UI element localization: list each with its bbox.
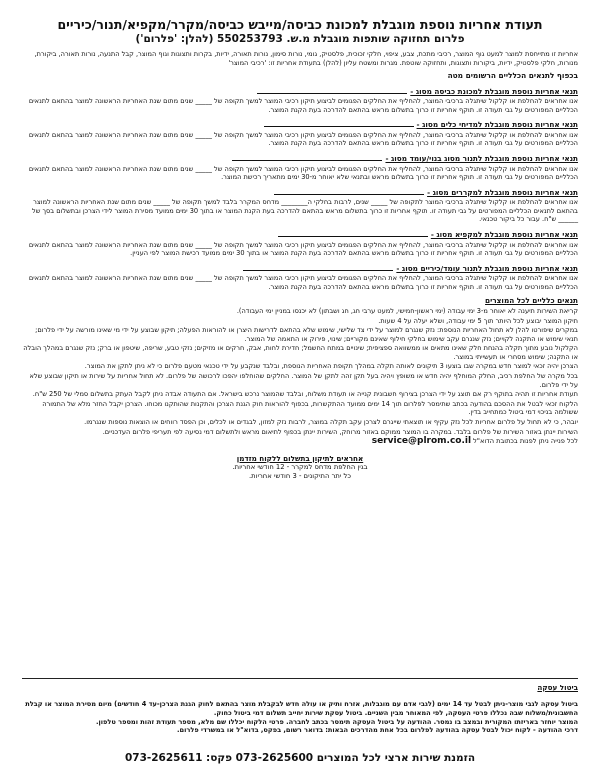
general-terms-title: תנאים כלליים לכל המוצרים — [485, 296, 578, 306]
intro-paragraph: אחריות זו מתייחסת למוצר למעט גוף המוצר, רכיבי מתכת, צבע, ציפוי, חלקי זכוכית, פלסטיק, גומי, נורות סימון, נורות תאורה, ידיות, בקרות ותצוגות וגוף המוצר, קבל התנעה, נורות תאורה, ביקורת, מנורות, חלקי פלסטיק, ידיות, ביקורות ותצוגות, ותחזוקה שוטפת. מגרות ומשטח עליון (להלן) בתעודת אחריות זו: 'רכיבי המוצר' — [34, 50, 578, 67]
products-header: בכפוף לתנאים הכלליים הרשומים מטה — [447, 71, 578, 81]
section-freezer — [22, 229, 578, 258]
general-paragraph: יובהר, כי לא תחול על פלרום אחריות לכל נזק עקיף או תוצאתי שייגרם לצרכן עקב תקלה במוצר, לרבות נזק למזון, לבגדים או לכלים, וכן הפסד רווחים או הוצאות נוספות שנגרמו. — [84, 418, 578, 427]
general-paragraph: תעודת אחריות זו תהיה בתוקף רק אם תוצג על ידי הצרכן בצירוף חשבונית קנייה או תעודת משלוח, ובלבד שהמוצר נרכש בישראל. אם התעודה אבדה ניתן לקבל העתק בתשלום סמלי של 250 ש"ח. — [32, 390, 578, 399]
section-stove — [22, 263, 578, 292]
general-paragraph: השירות יינתן באזור השירות של פלרום בלבד. במקרה בו המוצר ממוקם באזור מרוחק, השירות יינתן בכפוף לתיאום מראש ולתשלום דמי נסיעה לפי תעריפי פלרום העדכניים. — [102, 427, 578, 436]
section-title: תנאי אחריות נוספת מוגבלת למדיחי כלים מסוג - — [22, 119, 578, 130]
fax-number[interactable]: 073-2625611 — [124, 752, 203, 764]
cancellation-body — [22, 700, 578, 735]
section-title: תנאי אחריות נוספת מוגבלת לתנור עומד/כיריים מסוג - — [22, 263, 578, 274]
section-washing-machine — [22, 86, 578, 115]
general-paragraph: הצרכן יהיה זכאי למוצר חדש במקרה שבו בוצעו 3 תיקונים לאותה תקלה במהלך תקופת האחריות הנוספת, ובלבד שנקבע על ידי טכנאי מטעם פלרום כי לא ניתן לתקן את המוצר. — [84, 362, 578, 371]
cancellation-title: ביטול עסקה — [537, 683, 578, 692]
section-body: אנו אחראים להחלפת או קלקול שיתגלה ברכיבי המוצר, להחליף את החלקים הפגומים לביצוע תיקון רכיבי המוצר למשך תקופה של _____ שנים מתום שנת האחריות הראשונה למוצר בהתאם לתנאים הכלליים המפורטים על גבי תעודה זו. תוקף אחריות זו כרוך בתשלום מראש ובתנאי שלא יאוחר מ-30 ימים מתאריך רכישת המוצר. — [28, 164, 578, 182]
section-title: תנאי אחריות נוספת מוגבלת למכונת כביסה מסוג - — [22, 86, 578, 97]
section-refrigerator — [22, 187, 578, 224]
cancellation-line: המוצר יוחזר באריזתו המקורית ובמצב בו נמסר. ההודעה על ביטול העסקה תימסר בכתב לחברה. פרטי הלקוח יכללו שם מלא, מספר תעודת זהות ומספר טלפון. — [96, 717, 578, 726]
general-paragraph: הקלקול נובע מתוך תקלה בהנחת חלק שאינו מתאים או ממשוואה ספציפית; שינויים במתח החשמל; חדירת לחות, אבק, חרקים או מזיקים; נזקי טבע, שריפה, שיטפון או ברק; נזק שנגרם במהלך הובלה או התקנה; שימוש מסחרי או תעשייתי במוצר. — [23, 344, 578, 361]
document-title: תעודת אחריות נוספת מוגבלת למכונת כביסה/מייבש כביסה/מקרר/מקפיא/תנור/כיריים — [57, 17, 543, 32]
general-paragraph: תיקון המוצר יבוצע לכל היותר תוך 5 ימי עבודה, ושלא יעלה על 4 שעות. — [378, 316, 578, 325]
general-paragraph: במקרים שיפורטו להלן לא תחול האחריות הנוספת: נזק שנגרם למוצר על ידי צד שלישי, שימוש שלא בהתאם לדרישות היצרן או להוראות הפעלה; תיקון שבוצע על ידי מי שאינו מורשה על ידי פלרום; תנאי שימוש או התקנה לקויים; נזק שנגרם עקב שימוש בחלקי חילוף שאינם מקוריים; שינוי, פירוק או התאמה של המוצר. — [35, 326, 578, 343]
section-title: תנאי אחריות נוספת מוגבלת לתנור מסוג בנוי/עומד מסוג - — [22, 153, 578, 164]
service-footer — [0, 752, 600, 764]
section-dishwasher — [22, 119, 578, 148]
model-blank[interactable] — [243, 263, 393, 271]
section-body: אנו אחראים להחלפת או קלקול שיתגלה ברכיבי המוצר לתקופה של _____ שנים, לרבות בחלקי ה________ מדחס המקרר בלבד למשך תקופה של _____ שנים מתום שנת האחריות הראשונה למוצר בהתאם לתנאים הכלליים המפורטים על גבי תעודה זו. תוקף אחריות זו כרוך בתשלום מראש בהתאם להדרכה בעת הקנת המוצר או בתוך 30 ימים ממועד מסירת המוצר לידי הצרכן ובתשלום בסך של ______ ש"ח. עבור כל ביקור טכנאי. — [31, 198, 578, 224]
footer-label: הזמנת שירות ארצי לכל המוצרים — [316, 752, 476, 764]
section-built-in-oven — [22, 153, 578, 182]
signature-line: כל יתר התיקונים - 3 חודשי אחריות. — [248, 471, 352, 480]
section-body: אנו אחראים להחלפת או קלקול שיתגלה ברכיבי המוצר, להחליף את החלקים הפגומים לביצוע תיקון רכיבי המוצר למשך תקופה של _____ שנים מתום שנת האחריות הראשונה למוצר בהתאם לתנאים הכלליים המפורטים על גבי תעודה זו. תוקף אחריות זו כרוך בתשלום מראש בהתאם להדרכה בעת הקנת המוצר. — [28, 130, 578, 148]
signature-line: בגין החלפת מדחס למקרר - 12 חודשי אחריות. — [232, 462, 368, 471]
section-body: אנו אחראים להחלפת או קלקול שיתגלה ברכיבי המוצר, להחליף את החלקים הפגומים לביצוע תיקון רכיבי המוצר למשך תקופה של _____ שנים מתום שנת האחריות הראשונה למוצר בהתאם לתנאים הכלליים המפורטים על גבי תעודה זו. תוקף אחריות זו כרוך בתשלום מראש בהתאם להדרכה בעת הקנת המוצר או בתוך 30 ימים ממועד רכישת המוצר לפי העניין. — [28, 240, 578, 258]
service-email-link[interactable]: service@plrom.co.il — [371, 436, 472, 447]
signature-block — [22, 454, 578, 481]
model-blank[interactable] — [274, 187, 424, 195]
section-title: תנאי אחריות נוספת מוגבלת למקפיא מסוג - — [22, 229, 578, 240]
service-phone-link[interactable]: 073-2625600 — [235, 752, 314, 764]
fax-label: פקס: — [206, 752, 233, 764]
cancellation-line: ביטול עסקה לגבי מוצר-ניתן לבטל עד 14 ימים (לגבי אדם עם מוגבלות, אזרח ותיק או עולה חדש לבקבלת מוצר בהתאם לחוק הגנת הצרכן-עד 4 חודשים) מיום מסירת המוצר או קבלת החשבונית/משלוח שבה נכללו פרטי העסקה, לפי המאוחר מבין השניים. ביטול עסקת שירות יחייב תשלום דמי ביטול כחוק. — [25, 700, 578, 717]
document-subtitle: פלרום תחזוקה שותפות מוגבלת מ.ש. 550253793 (להלן: 'פלרום') — [135, 33, 465, 45]
contact-paragraph: לכל פנייה ניתן לפנות בכתובת הדוא"ל service@plrom.co.il — [371, 436, 578, 447]
section-divider — [22, 678, 578, 679]
signature-title: אחראים לתיקון בתשלום ללקוח מזדמן — [236, 453, 364, 463]
section-body: אנו אחראים להחלפת או קלקול שיתגלה ברכיבי המוצר, להחליף את החלקים הפגומים לביצוע תיקון רכיבי המוצר למשך תקופה של _____ שנים מתום שנת האחריות הראשונה למוצר בהתאם לתנאים הכלליים המפורטים על גבי תעודה זו. תוקף אחריות זו כרוך בתשלום מראש בהתאם להדרכה בעת הקנת המוצר. — [28, 274, 578, 291]
model-blank[interactable] — [257, 86, 407, 94]
general-paragraph: קריאת השירות תיענה לא יאוחר מ-3 ימי עבודה (ימי ראשון-חמישי, למעט ערבי חג, חג ושבתון) לא יכנסו במניין ימי העבודה). — [236, 306, 578, 315]
model-blank[interactable] — [278, 229, 428, 237]
model-blank[interactable] — [264, 119, 414, 127]
general-paragraph: הלקוח זכאי לבטל את ההסכם בהודעה בכתב שתימסר לפלרום תוך 14 ימים ממועד ההתקשרות, בכפוף להוראות חוק הגנת הצרכן והתקנות שהותקנו מכוחו. הצרכן יקבל החזר מלא של התמורה ששולמה בניכוי דמי ביטול כמתחייב בדין. — [42, 399, 578, 417]
section-body: אנו אחראים להחלפת או קלקול שיתגלה ברכיבי המוצר, להחליף את החלקים הפגומים לביצוע תיקון רכיבי המוצר למשך תקופה של _____ שנים מתום שנת האחריות הראשונה למוצר בהתאם לתנאים הכלליים המפורטים על גבי תעודה זו. תוקף אחריות זו כרוך בתשלום מראש בהתאם להדרכה בעת הקנת המוצר. — [28, 97, 578, 114]
model-blank[interactable] — [232, 153, 382, 161]
general-paragraph: בכל מקרה של החלפת רכיב, החלק המוחלף יהיה חדש או משופץ ויהיה בעל תקן זהה לתקן של המוצר. החלקים שהוחלפו יהפכו לרכושה של פלרום. לא תחול אחריות על שירות או תיקון שבוצע שלא על ידי פלרום. — [29, 372, 578, 389]
cancellation-line: דרכי ההודעה - לקוח יכול לבטל עסקה בהודעה לפלרום בכל אחת מהדרכים הבאות: בדואר רשום, בפקס, בדוא"ל או במשרדי פלרום. — [177, 726, 578, 735]
section-title: תנאי אחריות נוספת מוגבלת למקררים מסוג - — [22, 187, 578, 198]
